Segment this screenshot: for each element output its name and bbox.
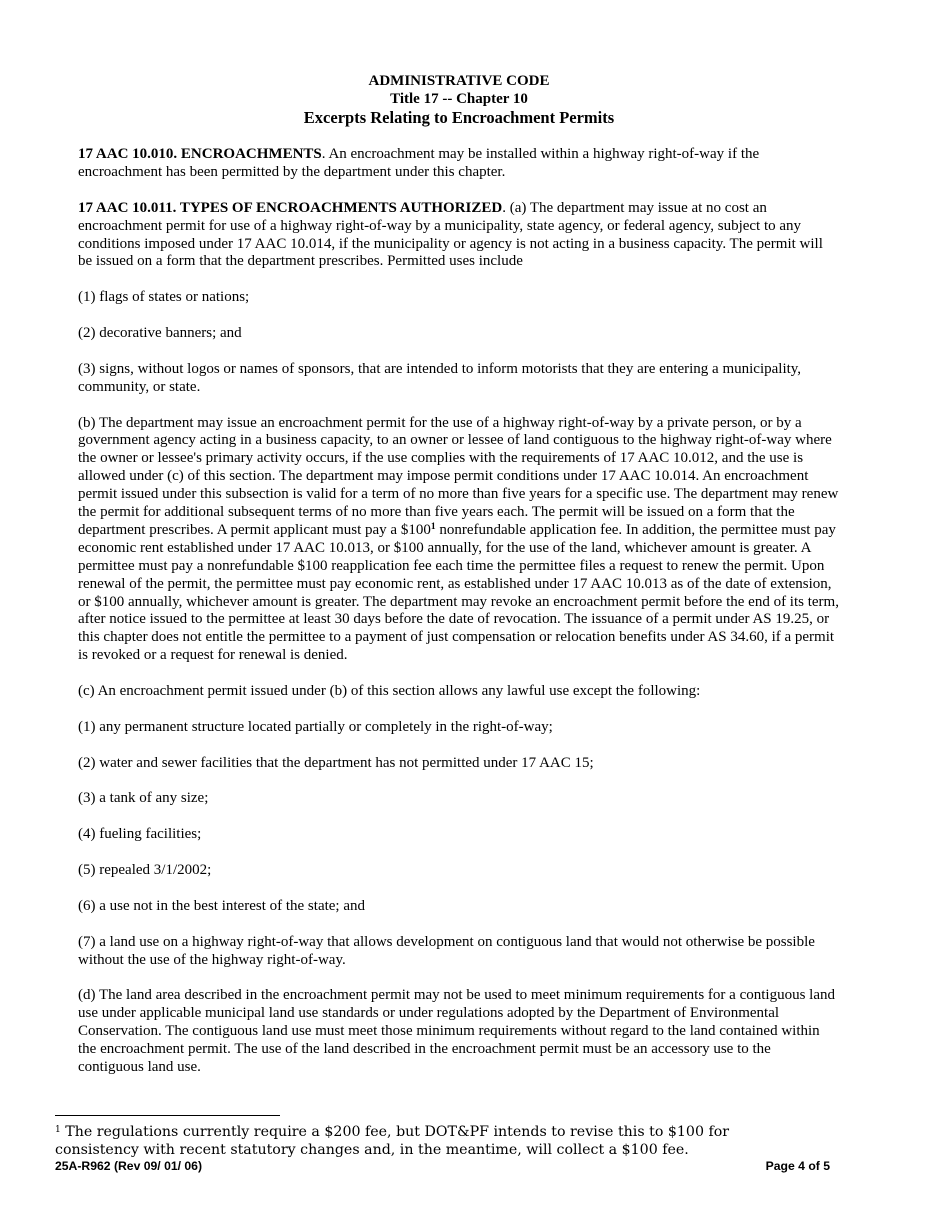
- document-body: [78, 146, 840, 1095]
- footnote-reference: 1: [430, 521, 436, 532]
- section-text: . An encroachment may be installed within a highway right-of-way if the encroachment has been permitted by the department under this chapter.: [78, 146, 760, 180]
- form-number: 25A-R962 (Rev 09/ 01/ 06): [55, 1159, 203, 1173]
- paragraph-b-part2: nonrefundable application fee. In addition, the permittee must pay economic rent established under 17 AAC 10.013, or $100 annually, for the use of the land, whichever amount is greater. A permittee must pay a nonrefundable $100 reapplication fee each time the permittee files a request to renew the permit. Upon renewal of the permit, the permittee must pay economic rent, as established under 17 AAC 10.013 as of the date of extension, or $100 annually, whichever amount is greater. The department may revoke an encroachment permit before the end of its term, after notice issued to the permittee at least 30 days before the date of revocation. The issuance of a permit under AS 19.25, or this chapter does not entitle the permittee to a payment of just compensation or relocation benefits under AS 34.60, if a permit is revoked or a request for renewal is denied.: [78, 521, 839, 664]
- list-item: (2) water and sewer facilities that the department has not permitted under 17 AAC 15;: [78, 754, 594, 771]
- footnote-mark: 1: [55, 1125, 61, 1135]
- page-number: Page 4 of 5: [765, 1159, 830, 1173]
- paragraph-c: (c) An encroachment permit issued under (b) of this section allows any lawful use except the following:: [78, 683, 701, 700]
- footnote: [55, 1123, 815, 1159]
- list-item: (2) decorative banners; and: [78, 325, 242, 342]
- list-item: (1) any permanent structure located partially or completely in the right-of-way;: [78, 718, 553, 735]
- section-10-010: [78, 146, 840, 182]
- list-item: (4) fueling facilities;: [78, 826, 202, 843]
- list-item: (7) a land use on a highway right-of-way that allows development on contiguous land that would not otherwise be possible without the use of the highway right-of-way.: [78, 933, 815, 968]
- list-item: (6) a use not in the best interest of the state; and: [78, 897, 365, 914]
- list-item: (1) flags of states or nations;: [78, 289, 250, 306]
- document-header: [0, 72, 918, 128]
- header-title: ADMINISTRATIVE CODE: [368, 73, 550, 89]
- list-item: (3) a tank of any size;: [78, 790, 209, 807]
- section-heading: 17 AAC 10.010. ENCROACHMENTS: [78, 146, 322, 162]
- paragraph-b: [78, 415, 840, 666]
- header-heading: Excerpts Relating to Encroachment Permits: [303, 108, 615, 127]
- list-item: (5) repealed 3/1/2002;: [78, 862, 212, 879]
- section-text: . (a) The department may issue at no cost an encroachment permit for use of a highway right-of-way by a municipality, state agency, or federal agency, subject to any conditions imposed under 17 AAC 10.014, if the municipality or agency is not acting in a business capacity. The permit will be issued on a form that the department prescribes. Permitted uses include: [78, 199, 823, 270]
- paragraph-d: (d) The land area described in the encroachment permit may not be used to meet minimum requirements for a contiguous land use under applicable municipal land use standards or under regulations adopted by the Department of Environmental Conservation. The contiguous land use must meet those minimum requirements without regard to the land contained within the encroachment permit. The use of the land described in the encroachment permit must be an accessory use to the contiguous land use.: [78, 987, 835, 1075]
- footnote-text: The regulations currently require a $200 fee, but DOT&PF intends to revise this to $100 for consistency with recent statutory changes and, in the meantime, will collect a $100 fee.: [55, 1124, 730, 1158]
- list-item: (3) signs, without logos or names of sponsors, that are intended to inform motorists that they are entering a municipality, community, or state.: [78, 360, 802, 395]
- paragraph-b-part1: (b) The department may issue an encroachment permit for the use of a highway right-of-way by a private person, or by a government agency acting in a business capacity, to an owner or lessee of land contiguous to the highway right-of-way where the owner or lessee's primary activity occurs, if the use complies with the requirements of 17 AAC 10.012, and the use is allowed under (c) of this section. The department may impose permit conditions under 17 AAC 10.014. An encroachment permit issued under this subsection is valid for a term of no more than five years for a specific use. The department may renew the permit for additional subsequent terms of no more than five years each. The permit will be issued on a form that the department prescribes. A permit applicant must pay a $100: [78, 414, 839, 538]
- header-subtitle: Title 17 -- Chapter 10: [390, 91, 528, 107]
- section-10-011: [78, 200, 840, 272]
- footnote-divider: [55, 1115, 280, 1116]
- section-heading: 17 AAC 10.011. TYPES OF ENCROACHMENTS AUTHORIZED: [78, 199, 503, 216]
